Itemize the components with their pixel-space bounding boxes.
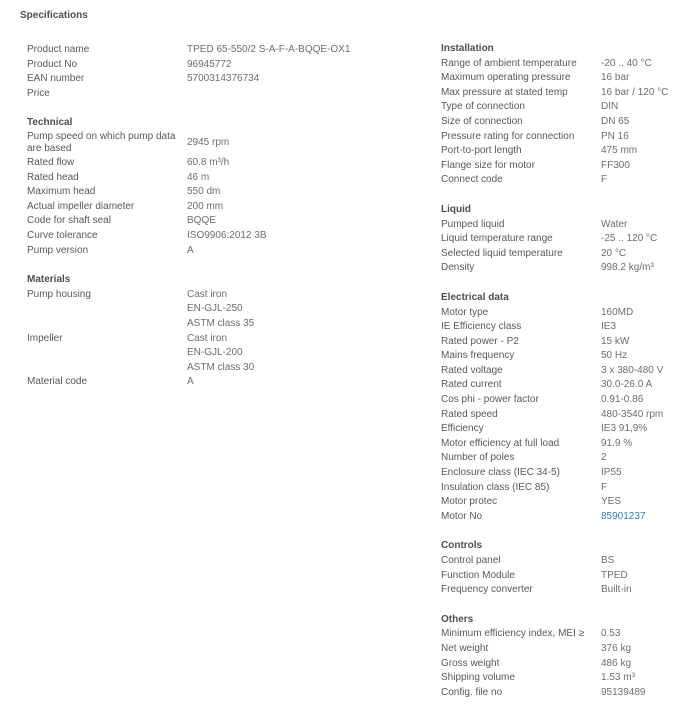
spec-row-motor-efficiency-at-full-load <box>441 437 691 452</box>
spec-row-rated-voltage <box>441 364 691 379</box>
spec-row-pumped-liquid <box>441 218 691 233</box>
spec-value: 2945 rpm <box>187 137 230 149</box>
spec-value: PN 16 <box>601 130 629 142</box>
spec-value: Water <box>601 218 628 230</box>
spec-row-motor-protec <box>441 495 691 510</box>
spec-label: Gross weight <box>441 657 500 669</box>
spec-section-materials <box>27 273 427 390</box>
spec-value: 3 x 380-480 V <box>601 364 664 376</box>
spec-value-line: ASTM class 35 <box>187 317 255 329</box>
spec-row-ie-efficiency-class <box>441 320 691 335</box>
spec-section-controls <box>441 539 691 597</box>
spec-row-motor-type <box>441 306 691 321</box>
spec-label: Cos phi - power factor <box>441 394 539 406</box>
spec-label: Motor protec <box>441 496 498 508</box>
section-title: Electrical data <box>441 291 509 303</box>
spec-value: 376 kg <box>601 642 632 654</box>
spec-row-mains-frequency <box>441 349 691 364</box>
spec-label: Rated power - P2 <box>441 335 519 347</box>
spec-label: Actual impeller diameter <box>27 200 135 212</box>
spec-label: Flange size for motor <box>441 159 535 171</box>
spec-row-type-of-connection <box>441 100 691 115</box>
left-spec-column <box>27 43 427 405</box>
section-title: Liquid <box>441 203 471 215</box>
spec-label: Insulation class (IEC 85) <box>441 481 550 493</box>
spec-value: BQQE <box>187 215 216 227</box>
spec-row-curve-tolerance <box>27 229 427 244</box>
spec-value-line: EN-GJL-200 <box>187 347 243 359</box>
spec-value: TPED <box>601 569 628 581</box>
spec-row-product-name <box>27 43 427 58</box>
section-title: Materials <box>27 274 71 286</box>
spec-row-rated-flow <box>27 156 427 171</box>
spec-label: Product name <box>27 44 90 55</box>
spec-value: 0.53 <box>601 628 621 640</box>
spec-value: DN 65 <box>601 115 630 127</box>
spec-row-ean-number <box>27 72 427 87</box>
spec-row-shipping-volume <box>441 671 691 686</box>
spec-value-line: Cast iron <box>187 332 228 344</box>
spec-row-maximum-operating-pressure <box>441 71 691 86</box>
spec-value: 550 dm <box>187 186 221 198</box>
section-title: Controls <box>441 540 483 552</box>
spec-value: A <box>187 376 194 388</box>
spec-value: F <box>601 174 608 186</box>
spec-label: Max pressure at stated temp <box>441 86 568 98</box>
spec-value: 20 °C <box>601 247 627 259</box>
spec-value: 95139489 <box>601 686 646 698</box>
spec-label: Liquid temperature range <box>441 233 553 245</box>
spec-value: 480-3540 rpm <box>601 408 664 420</box>
spec-row-range-of-ambient-temperature <box>441 57 691 72</box>
spec-label: Mains frequency <box>441 350 515 362</box>
spec-row-enclosure-class-iec-34-5 <box>441 466 691 481</box>
spec-value: 486 kg <box>601 657 632 669</box>
spec-value: TPED 65-550/2 S-A-F-A-BQQE-OX1 <box>187 44 351 55</box>
right-spec-column <box>441 42 691 715</box>
spec-label: Motor No <box>441 510 483 522</box>
spec-row-config-file-no <box>441 686 691 701</box>
spec-row-pressure-rating-for-connection <box>441 130 691 145</box>
spec-row-size-of-connection <box>441 115 691 130</box>
spec-value: Built-in <box>601 584 632 596</box>
spec-value: 998.2 kg/m³ <box>601 262 654 274</box>
spec-value: 96945772 <box>187 58 232 70</box>
spec-label: Number of poles <box>441 452 515 464</box>
spec-label: Selected liquid temperature <box>441 247 563 259</box>
spec-row-price <box>27 87 427 102</box>
spec-label: Efficiency <box>441 423 484 435</box>
spec-value-line: EN-GJL-250 <box>187 303 243 315</box>
spec-row-rated-speed <box>441 408 691 423</box>
spec-row-pump-version <box>27 244 427 259</box>
spec-row-net-weight <box>441 642 691 657</box>
spec-row-max-pressure-at-stated-temp <box>441 86 691 101</box>
spec-label: Motor type <box>441 306 489 318</box>
spec-value: 2 <box>601 452 607 464</box>
spec-section-electrical-data <box>441 291 691 525</box>
spec-row-cos-phi-power-factor <box>441 393 691 408</box>
spec-label: EAN number <box>27 73 85 85</box>
spec-label: Port-to-port length <box>441 145 522 157</box>
spec-label: Maximum head <box>27 186 96 198</box>
spec-value: 15 kW <box>601 335 630 347</box>
spec-label: Impeller <box>27 332 63 344</box>
spec-row-function-module <box>441 569 691 584</box>
spec-row-port-to-port-length <box>441 144 691 159</box>
spec-label: Maximum operating pressure <box>441 72 571 84</box>
spec-label: Shipping volume <box>441 672 515 684</box>
spec-row-pump-housing <box>27 288 427 332</box>
spec-value-line: ASTM class 30 <box>187 361 255 373</box>
spec-row-rated-head <box>27 171 427 186</box>
spec-label: Control panel <box>441 555 501 566</box>
spec-value <box>187 288 427 332</box>
spec-label: Motor efficiency at full load <box>441 437 560 449</box>
spec-row-number-of-poles <box>441 451 691 466</box>
spec-label: Minimum efficiency index, MEI ≥ <box>441 628 585 640</box>
spec-label: Size of connection <box>441 115 523 127</box>
spec-row-rated-power-p2 <box>441 335 691 350</box>
spec-value <box>187 87 427 102</box>
spec-value: F <box>601 481 608 493</box>
spec-row-connect-code <box>441 173 691 188</box>
spec-label: Config. file no <box>441 686 503 698</box>
spec-value: 50 Hz <box>601 350 628 362</box>
spec-value: BS <box>601 555 615 566</box>
spec-label: Function Module <box>441 569 515 581</box>
spec-row-impeller <box>27 332 427 376</box>
section-title: Technical <box>27 117 73 129</box>
spec-label: Rated head <box>27 171 79 183</box>
spec-row-maximum-head <box>27 185 427 200</box>
spec-value: 5700314376734 <box>187 73 260 85</box>
page-title: Specifications <box>20 10 88 21</box>
spec-label: Rated voltage <box>441 364 503 376</box>
motor-number-link[interactable]: 85901237 <box>601 510 646 522</box>
spec-row-efficiency <box>441 422 691 437</box>
spec-row-liquid-temperature-range <box>441 232 691 247</box>
spec-label: Rated flow <box>27 156 75 168</box>
spec-label: Pumped liquid <box>441 218 505 230</box>
spec-label: Material code <box>27 376 88 388</box>
spec-value: 60.8 m³/h <box>187 156 230 168</box>
spec-section-general <box>27 43 427 101</box>
spec-label: Rated speed <box>441 408 498 420</box>
spec-value: 16 bar / 120 °C <box>601 86 669 98</box>
spec-value: IE3 <box>601 321 617 333</box>
section-title: Others <box>441 613 474 625</box>
spec-label: Price <box>27 87 50 99</box>
spec-value <box>187 332 427 376</box>
spec-label: Net weight <box>441 642 489 654</box>
spec-label: Enclosure class (IEC 34-5) <box>441 467 560 479</box>
spec-label: Density <box>441 262 475 274</box>
spec-row-rated-current <box>441 378 691 393</box>
spec-label: Range of ambient temperature <box>441 57 577 69</box>
spec-label: Pump version <box>27 244 89 256</box>
spec-value: 91.9 % <box>601 437 633 449</box>
spec-value: 160MD <box>601 306 634 318</box>
spec-label: Type of connection <box>441 101 525 113</box>
spec-value: 1.53 m³ <box>601 672 635 684</box>
spec-value: -20 .. 40 °C <box>601 57 652 69</box>
spec-row-flange-size-for-motor <box>441 159 691 174</box>
spec-label: Connect code <box>441 174 503 186</box>
spec-row-insulation-class-iec-85 <box>441 481 691 496</box>
spec-section-technical <box>27 116 427 258</box>
spec-value: 200 mm <box>187 200 224 212</box>
spec-value: YES <box>601 496 622 508</box>
spec-label: IE Efficiency class <box>441 321 522 333</box>
spec-row-control-panel <box>441 554 691 569</box>
spec-value: IP55 <box>601 467 622 479</box>
spec-row-code-for-shaft-seal <box>27 214 427 229</box>
spec-section-liquid <box>441 203 691 276</box>
spec-value: 46 m <box>187 171 210 183</box>
spec-label: Product No <box>27 58 78 70</box>
spec-value-line: Cast iron <box>187 288 228 300</box>
spec-value: 475 mm <box>601 145 638 157</box>
spec-label: Frequency converter <box>441 584 533 596</box>
spec-row-actual-impeller-diameter <box>27 200 427 215</box>
spec-row-product-no <box>27 58 427 73</box>
spec-label: Pressure rating for connection <box>441 130 575 142</box>
spec-value: IE3 91,9% <box>601 423 648 435</box>
spec-label: Pump housing <box>27 288 91 300</box>
spec-value: FF300 <box>601 159 630 171</box>
spec-row-material-code <box>27 375 427 390</box>
spec-row-pump-speed-on-which-pump-data-are-based <box>27 131 427 156</box>
spec-label: Pump speed on which pump data are based <box>27 130 176 155</box>
spec-row-selected-liquid-temperature <box>441 247 691 262</box>
spec-value: 30.0-26.0 A <box>601 379 653 391</box>
spec-value: ISO9906:2012 3B <box>187 229 267 241</box>
spec-value: A <box>187 244 194 256</box>
spec-row-motor-no <box>441 510 691 525</box>
spec-section-others <box>441 613 691 701</box>
section-title: Installation <box>441 43 494 54</box>
spec-row-frequency-converter <box>441 583 691 598</box>
spec-label: Curve tolerance <box>27 229 98 241</box>
spec-value: -25 .. 120 °C <box>601 233 658 245</box>
spec-value: 0.91-0.86 <box>601 394 644 406</box>
spec-value <box>601 510 691 525</box>
spec-label: Code for shaft seal <box>27 215 111 227</box>
spec-label: Rated current <box>441 379 502 391</box>
spec-row-gross-weight <box>441 657 691 672</box>
spec-value: DIN <box>601 101 619 113</box>
spec-value: 16 bar <box>601 72 630 84</box>
spec-row-density <box>441 261 691 276</box>
spec-section-installation <box>441 42 691 188</box>
spec-row-minimum-efficiency-index-mei <box>441 627 691 642</box>
